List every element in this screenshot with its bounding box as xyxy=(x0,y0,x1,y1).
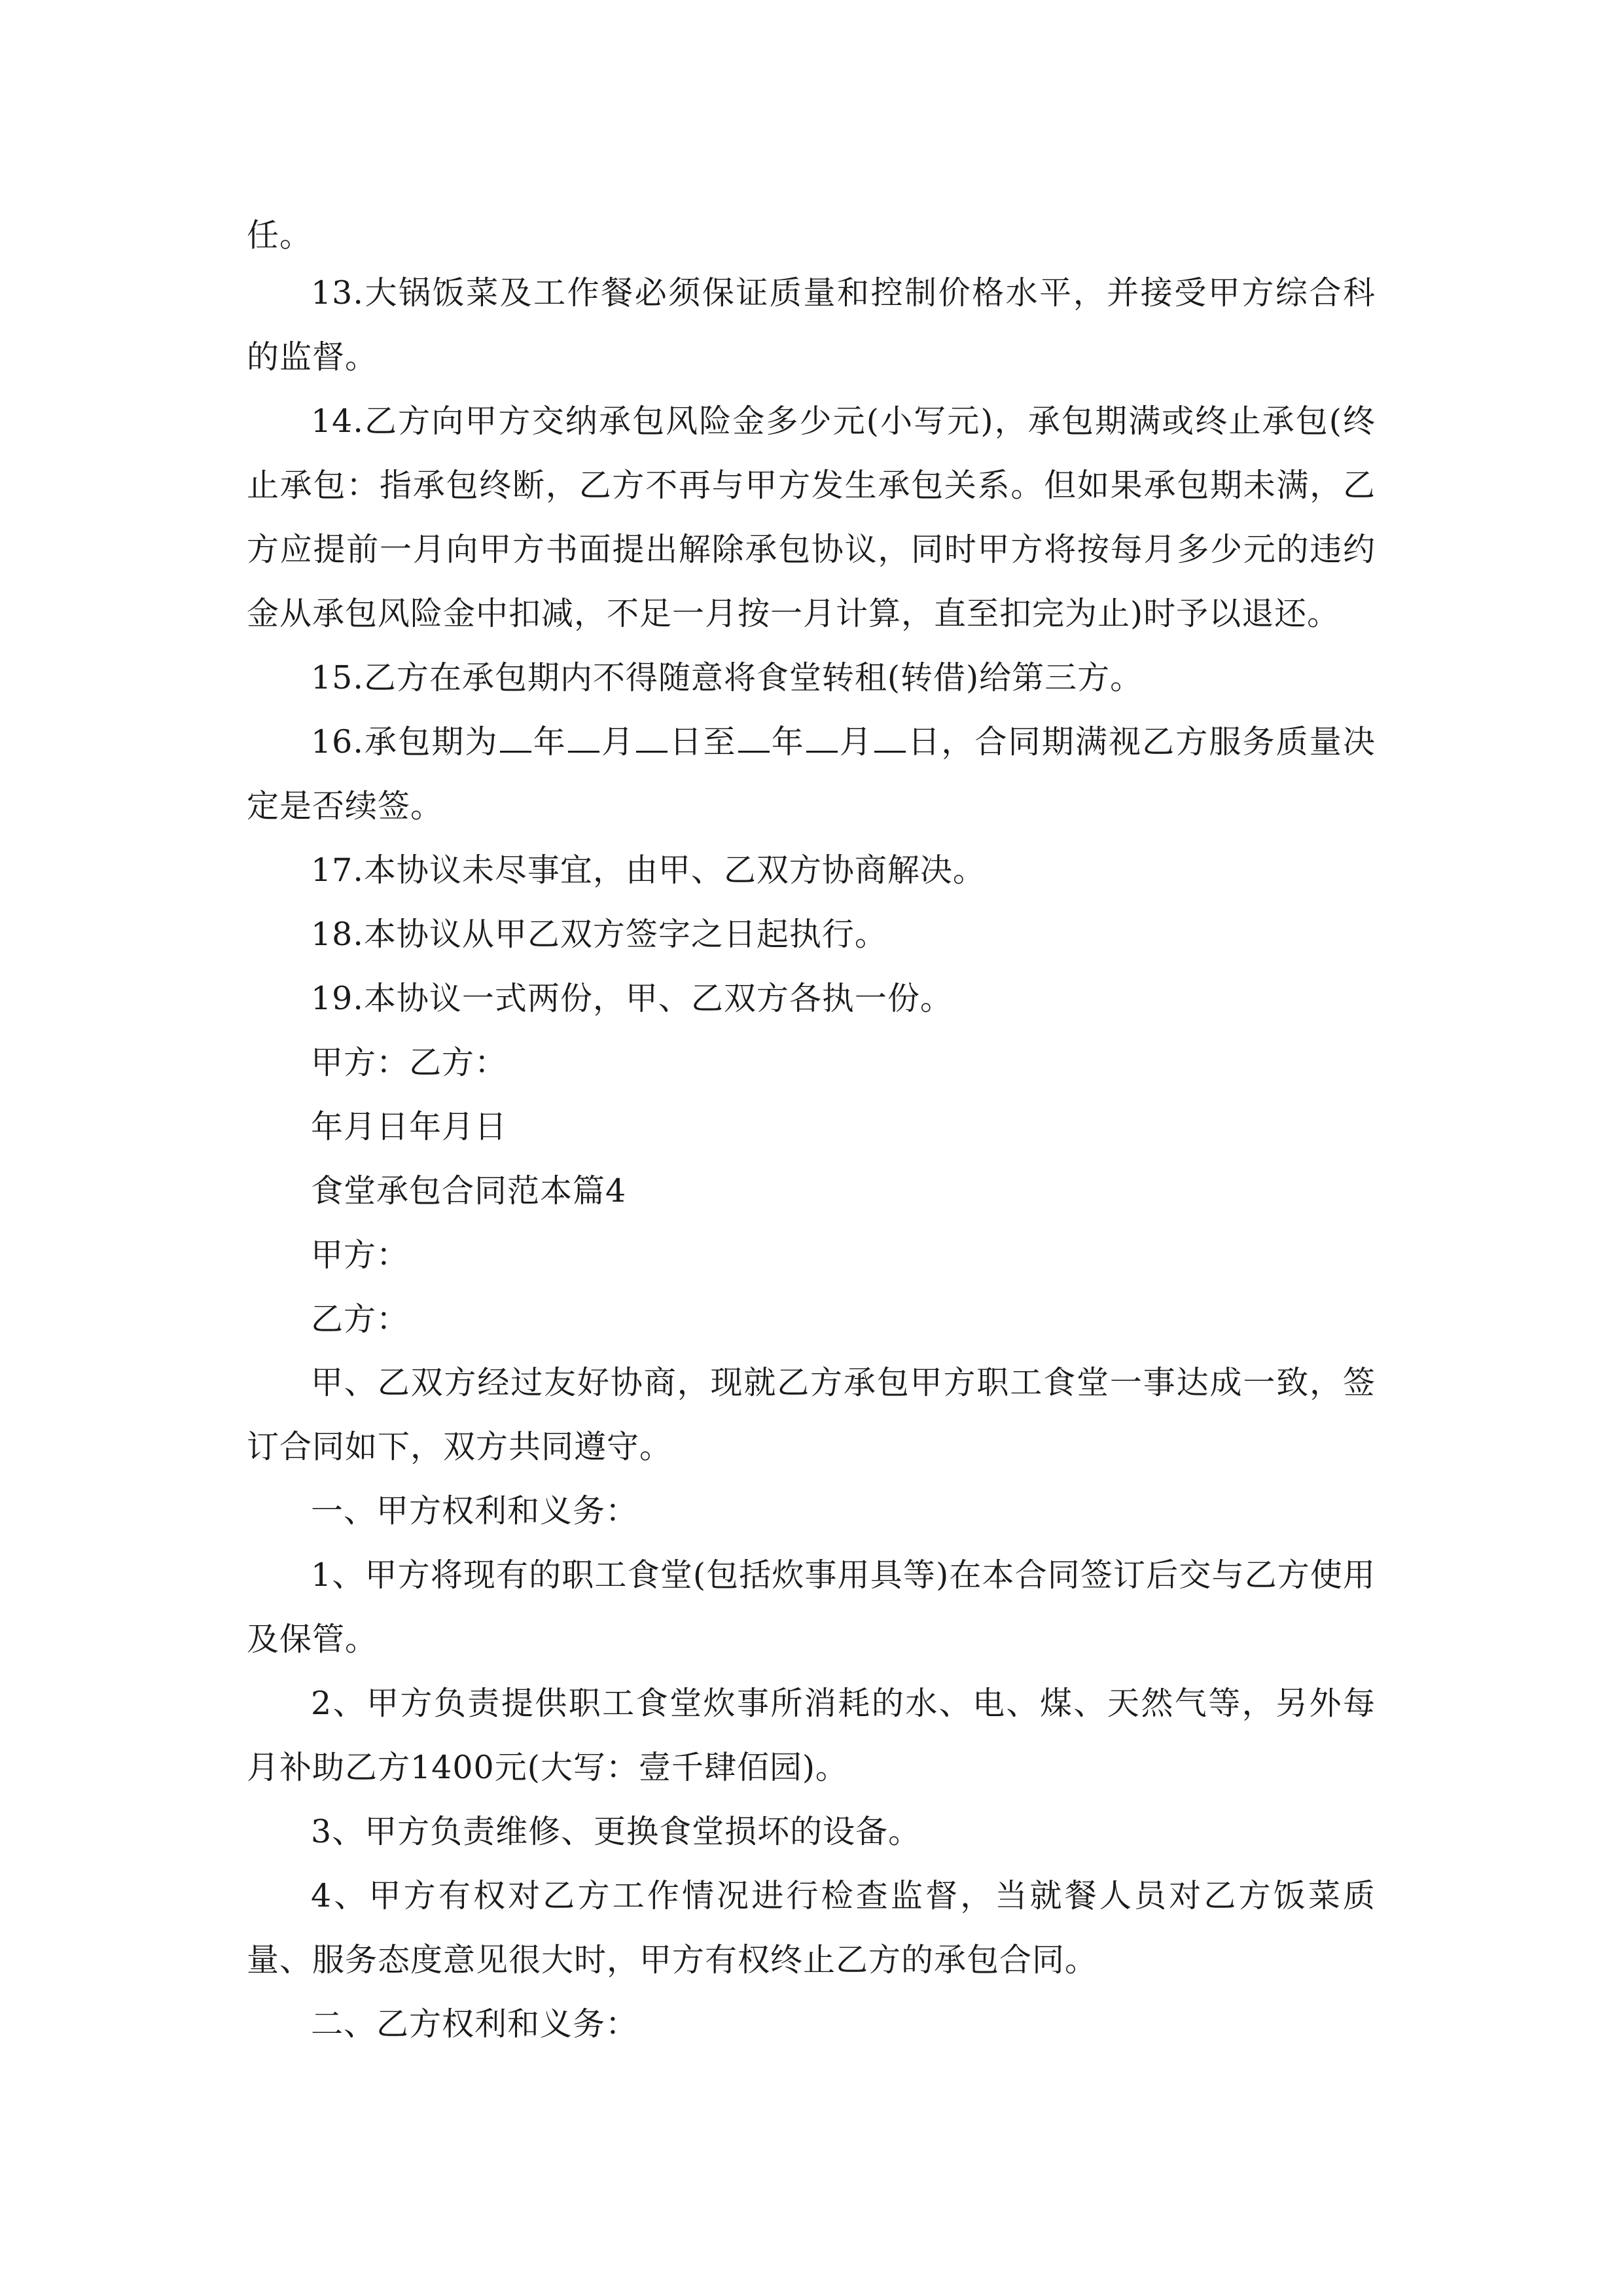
party-a-label: 甲方： xyxy=(311,1236,410,1274)
clause-16-part: 年 xyxy=(532,723,567,761)
signature-line: 甲方：乙方： xyxy=(311,1044,508,1081)
clause-16-part: 日至 xyxy=(669,723,737,761)
clause-19: 19.本协议一式两份，甲、乙双方各执一份。 xyxy=(311,980,953,1017)
paragraph-continuation: 任。 xyxy=(247,217,313,254)
party-a-item-2: 2、甲方负责提供职工食堂炊事所消耗的水、电、煤、天然气等，另外每月补助乙方1400元(大写：壹千肆佰园)。 xyxy=(247,1685,1376,1786)
contract-intro: 甲、乙双方经过友好协商，现就乙方承包甲方职工食堂一事达成一致，签订合同如下，双方共同遵守。 xyxy=(247,1364,1376,1465)
section-title: 食堂承包合同范本篇4 xyxy=(311,1172,627,1210)
clause-16-part: 日，合同期满视乙方服务质量决定是否续签。 xyxy=(247,723,1376,825)
party-b-label: 乙方： xyxy=(311,1300,410,1338)
fill-blank xyxy=(806,714,838,753)
party-a-item-4: 4、甲方有权对乙方工作情况进行检查监督，当就餐人员对乙方饭菜质量、服务态度意见很大时，甲方有权终止乙方的承包合同。 xyxy=(247,1877,1376,1979)
party-a-item-1: 1、甲方将现有的职工食堂(包括炊事用具等)在本合同签订后交与乙方使用及保管。 xyxy=(247,1556,1376,1658)
fill-blank xyxy=(568,714,599,753)
section-heading-party-b: 二、乙方权利和义务： xyxy=(311,2005,639,2043)
party-a-item-3: 3、甲方负责维修、更换食堂损坏的设备。 xyxy=(311,1813,921,1850)
clause-15: 15.乙方在承包期内不得随意将食堂转租(转借)给第三方。 xyxy=(311,659,1143,696)
clause-16-part: 月 xyxy=(600,723,635,761)
clause-13: 13.大锅饭菜及工作餐必须保证质量和控制价格水平，并接受甲方综合科的监督。 xyxy=(247,274,1376,376)
fill-blank xyxy=(874,714,906,753)
clause-16-part: 16.承包期为 xyxy=(311,723,499,761)
section-heading-party-a: 一、甲方权利和义务： xyxy=(311,1492,639,1530)
clause-17: 17.本协议未尽事宜，由甲、乙双方协商解决。 xyxy=(311,852,986,889)
fill-blank xyxy=(500,714,531,753)
fill-blank xyxy=(738,714,770,753)
clause-16 xyxy=(247,710,1376,838)
clause-16-part: 年 xyxy=(770,723,805,761)
fill-blank xyxy=(636,714,668,753)
clause-14: 14.乙方向甲方交纳承包风险金多少元(小写元)，承包期满或终止承包(终止承包：指承包终断，乙方不再与甲方发生承包关系。但如果承包期未满，乙方应提前一月向甲方书面提出解除承包协议，同时甲方将按每月多少元的违约金从承包风险金中扣减，不足一月按一月计算，直至扣完为止)时予以退还。 xyxy=(247,403,1376,632)
clause-18: 18.本协议从甲乙双方签字之日起执行。 xyxy=(311,916,887,953)
clause-16-part: 月 xyxy=(838,723,874,761)
date-line: 年月日年月日 xyxy=(311,1108,508,1145)
